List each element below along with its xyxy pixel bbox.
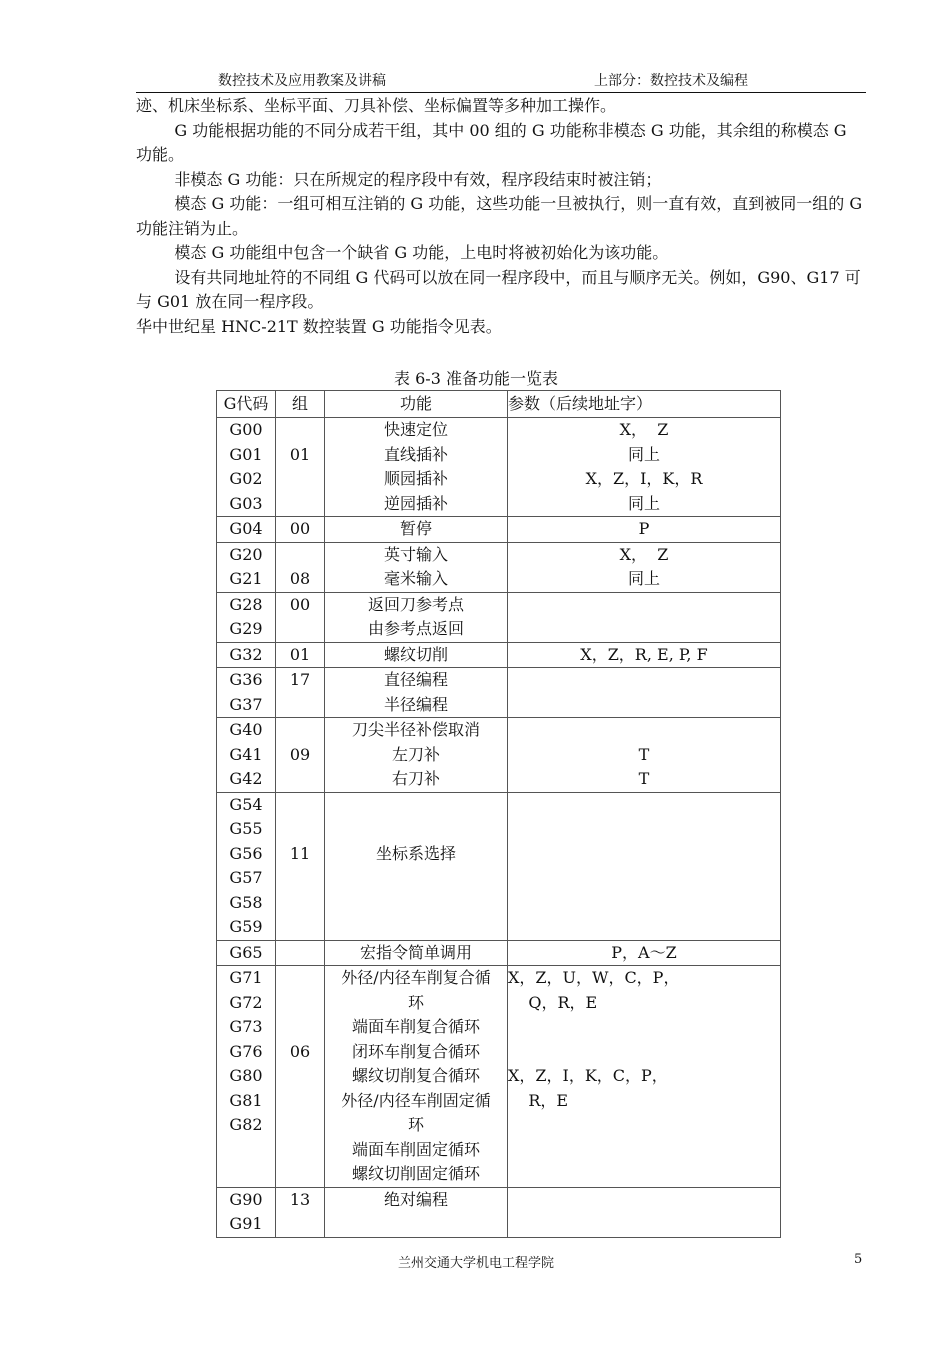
g-code: G73 — [229, 1017, 263, 1036]
function-name: 环 — [407, 1115, 424, 1134]
function-name: 由参考点返回 — [367, 619, 464, 638]
g-code-cell — [217, 1187, 276, 1237]
function-name: 螺纹切削复合循环 — [351, 1066, 480, 1085]
parameter-cell — [508, 718, 781, 793]
function-name: 半径编程 — [383, 694, 448, 714]
g-code-cell — [217, 668, 276, 718]
g-code-cell — [217, 542, 276, 592]
header-left-title: 数控技术及应用教案及讲稿 — [218, 73, 386, 89]
g-function-table — [216, 390, 781, 1238]
header-parameters: 参数（后续地址字） — [508, 391, 781, 418]
parameter-cell — [508, 542, 781, 592]
group-cell — [276, 966, 325, 1188]
header-g-code: G代码 — [217, 391, 276, 418]
table-row — [217, 642, 781, 668]
function-name: 螺纹切削 — [383, 644, 448, 664]
table-row — [217, 940, 781, 966]
table-row — [217, 418, 781, 517]
g-code: G02 — [229, 469, 263, 488]
function-name: 直径编程 — [383, 670, 448, 689]
group-number: 01 — [289, 644, 311, 664]
function-name: 顺园插补 — [383, 469, 448, 488]
group-cell — [276, 1187, 325, 1237]
g-code-cell — [217, 792, 276, 940]
parameter-text: P — [638, 519, 650, 538]
function-cell — [325, 592, 508, 642]
g-code-cell — [217, 517, 276, 543]
g-code: G55 — [229, 819, 263, 838]
function-name: 绝对编程 — [383, 1189, 448, 1209]
paragraph: 模态 G 功能：一组可相互注销的 G 功能，这些功能一旦被执行，则一直有效，直到被同一组的 G 功能注销为止。 — [136, 194, 863, 238]
paragraph: 模态 G 功能组中包含一个缺省 G 功能，上电时将被初始化为该功能。 — [174, 243, 669, 262]
g-code: G90 — [229, 1189, 263, 1209]
table-body — [217, 418, 781, 1238]
group-cell — [276, 940, 325, 966]
function-name: 宏指令简单调用 — [359, 942, 472, 962]
g-code-cell — [217, 940, 276, 966]
function-name: 英寸输入 — [383, 544, 448, 564]
parameter-text: Q，R，E — [508, 992, 598, 1012]
group-cell — [276, 668, 325, 718]
table-caption: 表 6-3 准备功能一览表 — [394, 369, 558, 388]
parameter-text: X， Z — [619, 544, 669, 564]
table-row — [217, 718, 781, 793]
g-code: G54 — [229, 794, 263, 814]
g-code-cell — [217, 642, 276, 668]
function-name: 右刀补 — [391, 769, 440, 788]
g-code-cell — [217, 718, 276, 793]
g-code: G03 — [229, 493, 263, 513]
function-cell — [325, 792, 508, 940]
footer-institution: 兰州交通大学机电工程学院 — [397, 1256, 554, 1271]
paragraph: 迹、机床坐标系、坐标平面、刀具补偿、坐标偏置等多种加工操作。 — [136, 96, 617, 115]
g-code-cell — [217, 418, 276, 517]
parameter-text: X，Z，U，W，C，P， — [508, 968, 680, 987]
parameter-text: X，Z，I，K，C，P， — [508, 1066, 668, 1085]
parameter-text: T — [638, 744, 650, 764]
parameter-cell — [508, 668, 781, 718]
function-name — [325, 793, 507, 818]
parameter-text: R，E — [508, 1090, 569, 1110]
paragraph: 非模态 G 功能：只在所规定的程序段中有效，程序段结束时被注销； — [174, 169, 662, 189]
function-name: 端面车削固定循环 — [351, 1139, 480, 1159]
parameter-cell — [508, 966, 781, 1188]
g-code: G28 — [229, 594, 263, 614]
function-name: 快速定位 — [383, 420, 448, 439]
group-number: 08 — [289, 569, 311, 588]
g-code: G65 — [229, 942, 263, 962]
group-number: 00 — [289, 594, 311, 614]
group-number: 13 — [289, 1189, 311, 1209]
g-code: G40 — [229, 720, 263, 739]
function-name: 返回刀参考点 — [367, 594, 464, 614]
g-code: G00 — [229, 420, 263, 439]
group-cell — [276, 592, 325, 642]
paragraph: 华中世纪星 HNC-21T 数控装置 G 功能指令见表。 — [136, 316, 502, 336]
function-name: 毫米输入 — [383, 569, 448, 588]
g-code: G76 — [229, 1041, 263, 1061]
g-code: G82 — [229, 1115, 263, 1134]
parameter-text: X，Z，I，K，R — [585, 469, 703, 488]
g-code: G80 — [229, 1066, 263, 1085]
parameter-text: 同上 — [627, 569, 660, 588]
function-cell — [325, 1187, 508, 1237]
function-name — [325, 817, 507, 842]
function-name: 环 — [407, 992, 424, 1012]
parameter-cell — [508, 940, 781, 966]
group-cell — [276, 718, 325, 793]
g-code-cell — [217, 966, 276, 1188]
parameter-text: P，A～Z — [611, 942, 677, 962]
group-cell — [276, 792, 325, 940]
body-text — [136, 94, 866, 339]
parameter-text: 同上 — [627, 493, 660, 513]
parameter-cell — [508, 642, 781, 668]
group-cell — [276, 517, 325, 543]
parameter-text — [508, 718, 780, 743]
function-cell — [325, 940, 508, 966]
g-code: G91 — [229, 1214, 263, 1233]
table-row — [217, 1187, 781, 1237]
parameter-text — [508, 1040, 780, 1065]
group-cell — [276, 418, 325, 517]
table-row — [217, 668, 781, 718]
page-header — [136, 70, 866, 93]
table-row — [217, 792, 781, 940]
header-function: 功能 — [325, 391, 508, 418]
g-code: G29 — [229, 619, 263, 638]
table-row — [217, 592, 781, 642]
g-code: G32 — [229, 644, 263, 664]
g-code: G04 — [229, 519, 263, 538]
table-row — [217, 542, 781, 592]
group-number: 00 — [289, 519, 311, 538]
group-number: 17 — [289, 670, 311, 689]
group-number: 06 — [289, 1041, 311, 1061]
g-code: G37 — [229, 694, 263, 714]
group-cell — [276, 542, 325, 592]
table-row — [217, 966, 781, 1188]
g-code: G57 — [229, 868, 263, 887]
function-name: 左刀补 — [391, 744, 440, 764]
function-cell — [325, 718, 508, 793]
g-code: G21 — [229, 569, 263, 588]
g-code: G20 — [229, 544, 263, 564]
parameter-cell — [508, 517, 781, 543]
function-name: 外径/内径车削固定循 — [341, 1090, 491, 1110]
function-cell — [325, 418, 508, 517]
function-cell — [325, 517, 508, 543]
header-right-title: 上部分：数控技术及编程 — [594, 73, 748, 89]
g-code: G41 — [229, 744, 263, 764]
function-name: 外径/内径车削复合循 — [341, 968, 491, 987]
g-code: G58 — [229, 892, 263, 912]
function-name: 螺纹切削固定循环 — [351, 1164, 480, 1183]
function-cell — [325, 542, 508, 592]
function-name: 坐标系选择 — [375, 843, 456, 863]
group-cell — [276, 642, 325, 668]
g-code: G81 — [229, 1090, 263, 1110]
g-code: G01 — [229, 444, 263, 464]
function-name: 刀尖半径补偿取消 — [351, 720, 480, 739]
paragraph: 设有共同地址符的不同组 G 代码可以放在同一程序段中，而且与顺序无关。例如，G90、G17 可与 G01 放在同一程序段。 — [136, 267, 861, 311]
function-cell — [325, 966, 508, 1188]
function-name: 直线插补 — [383, 444, 448, 464]
group-number: 09 — [289, 744, 311, 764]
table-row — [217, 517, 781, 543]
parameter-cell — [508, 1187, 781, 1237]
paragraph: G 功能根据功能的不同分成若干组，其中 00 组的 G 功能称非模态 G 功能，其余组的称模态 G 功能。 — [136, 120, 847, 164]
function-cell — [325, 642, 508, 668]
parameter-cell — [508, 418, 781, 517]
parameter-cell — [508, 592, 781, 642]
function-cell — [325, 668, 508, 718]
g-code: G56 — [229, 843, 263, 863]
page-number: 5 — [854, 1252, 863, 1267]
parameter-text — [508, 1015, 780, 1040]
function-name: 逆园插补 — [383, 493, 448, 513]
parameter-text: 同上 — [627, 444, 660, 464]
g-code: G71 — [229, 968, 263, 987]
parameter-text: X，Z，R, E, P, F — [580, 644, 708, 664]
g-code: G36 — [229, 670, 263, 689]
group-number: 11 — [289, 843, 311, 863]
function-name: 端面车削复合循环 — [351, 1017, 480, 1036]
g-code: G59 — [229, 917, 263, 936]
g-code: G42 — [229, 769, 263, 788]
group-number: 01 — [289, 444, 311, 464]
parameter-cell — [508, 792, 781, 940]
table-header-row — [217, 391, 781, 418]
parameter-text: X， Z — [619, 420, 669, 439]
function-name: 暂停 — [399, 519, 432, 538]
header-group: 组 — [276, 391, 325, 418]
g-code: G72 — [229, 992, 263, 1012]
g-code-cell — [217, 592, 276, 642]
function-name: 闭环车削复合循环 — [351, 1041, 480, 1061]
parameter-text: T — [638, 769, 650, 788]
